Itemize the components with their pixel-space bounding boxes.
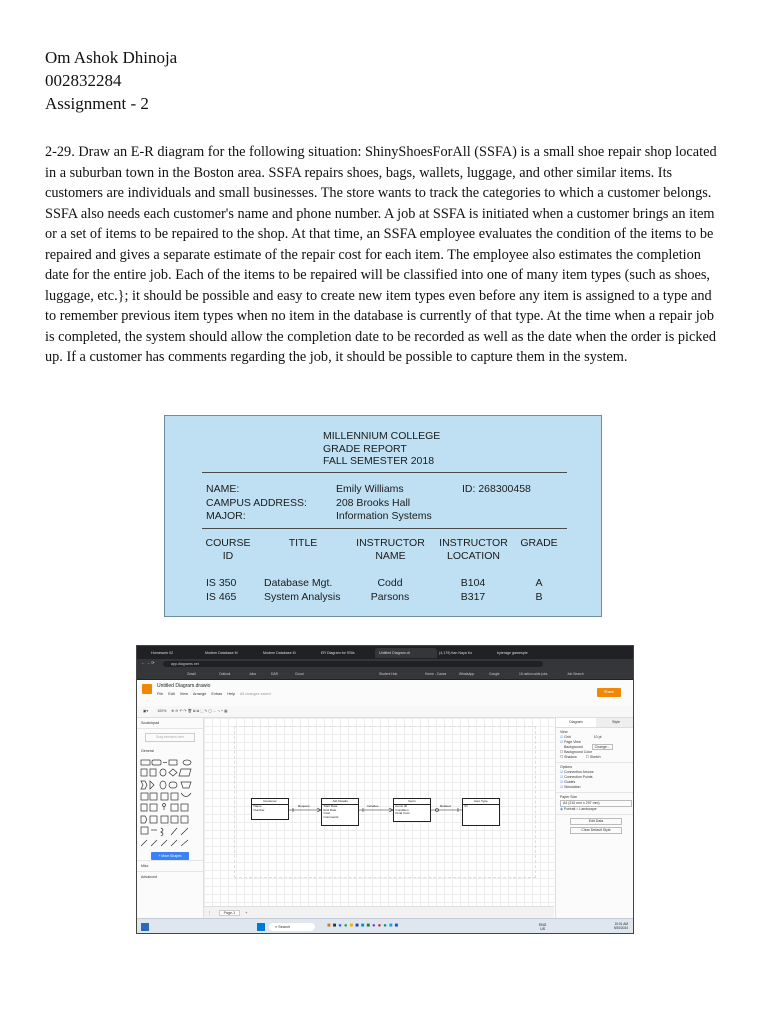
windows-taskbar (137, 918, 633, 934)
col-instructor-name (353, 537, 428, 562)
col-header: INSTRUCTOR (356, 537, 425, 549)
report-title-line: MILLENNIUM COLLEGE (323, 430, 441, 442)
view-section (556, 728, 634, 762)
options-section (556, 762, 634, 792)
bg-color-option: ☐ Background Color (560, 750, 593, 754)
checkbox-checked-icon: ☑ (560, 740, 564, 744)
relation-includes: Includes (367, 804, 379, 808)
diagram-canvas (204, 718, 554, 906)
tray-time: 10:01 AM (614, 922, 628, 926)
zoom-level: 100% (157, 709, 167, 713)
report-labels (206, 483, 307, 524)
grid-size: 10 pt (593, 735, 602, 739)
misc-section: Misc (137, 860, 203, 871)
scratchpad-dropzone: Drag elements here (145, 733, 195, 742)
save-status: All changes saved (239, 692, 271, 696)
taskbar-search-label: Search (278, 925, 291, 929)
table-cell: Codd (377, 577, 403, 589)
options-label: Options (560, 765, 573, 769)
connection-points-label: Connection Points (564, 775, 593, 779)
entity-name: Item Type (463, 799, 499, 805)
col-header: ID (222, 549, 234, 562)
browser-tab-active: Untitled Diagram.dr (375, 648, 437, 658)
widgets-icon (141, 923, 149, 931)
drawio-screenshot (136, 645, 634, 934)
relation-request: Request (298, 804, 310, 808)
entity-attr: Condition (395, 807, 409, 812)
assignment-title: Assignment - 2 (45, 94, 149, 113)
page-view-label: Page View (564, 740, 581, 744)
general-shapes-icon (139, 756, 201, 851)
bookmark: Home - Canva (425, 672, 447, 676)
paper-size-select: A4 (210 mm x 297 mm) (560, 800, 632, 807)
edit-data-button: Edit Data (570, 818, 622, 825)
bookmark: Jobs (249, 672, 256, 676)
tab-style: Style (596, 718, 634, 727)
browser-address-bar (137, 659, 633, 669)
nav-arrows-icon: ← → ⟳ (141, 660, 155, 665)
report-value: Emily Williams (336, 483, 404, 495)
paper-size-section (556, 792, 634, 814)
checkbox-checked-icon: ☑ (560, 735, 564, 739)
entity-attr: Comments (323, 814, 339, 819)
table-cell: IS 350 (206, 577, 237, 589)
col-grade (517, 537, 561, 550)
student-name: Om Ashok Dhinoja (45, 48, 178, 67)
col-instructor-location (436, 537, 511, 562)
simulation-label: Simulation (564, 785, 581, 789)
table-cell: A (535, 577, 543, 589)
drawio-logo-icon (142, 684, 152, 694)
address-field: app.diagrams.net (163, 661, 543, 667)
guides-label: Guides (564, 780, 576, 784)
menu-extras: Extras (211, 692, 223, 696)
student-header (45, 46, 177, 115)
orientation-options: ◉ Portrait ○ Landscape (560, 807, 597, 811)
portrait-label: Portrait (564, 807, 576, 811)
connection-arrows-option: ☑ Connection Arrows (560, 770, 594, 774)
tray-lang: ENG (539, 923, 547, 927)
relation-related: Related (440, 804, 451, 808)
paper-size-label: Paper Size (560, 795, 578, 799)
entity-attr: End Date (323, 807, 337, 812)
relationship-lines (204, 718, 554, 906)
report-id: ID: 268300458 (462, 483, 531, 495)
diagram-title: Untitled Diagram.drawio (157, 683, 211, 689)
col-header: COURSE (205, 537, 251, 549)
col-header: LOCATION (447, 549, 500, 562)
bookmark: Google (489, 672, 500, 676)
col-header: INSTRUCTOR (439, 537, 508, 549)
report-divider (202, 472, 567, 473)
col-course-id (203, 537, 253, 562)
table-cell: Database Mgt. (264, 577, 333, 589)
report-label: MAJOR: (206, 510, 246, 522)
table-cell: System Analysis (264, 590, 341, 603)
guides-option: ☑ Guides (560, 780, 576, 784)
bookmark: Job Search (567, 672, 584, 676)
browser-tab: (4,179) Itan Naya Ko (439, 651, 473, 655)
shapes-panel (137, 718, 204, 918)
col-header: TITLE (288, 537, 318, 549)
tray-date: 9/20/2024 (613, 926, 628, 930)
report-label: CAMPUS ADDRESS: (206, 496, 307, 509)
bookmark: Outlook (219, 672, 231, 676)
row-course-ids (206, 577, 236, 604)
connection-points-option: ☑ Connection Points (560, 775, 593, 779)
grade-report-figure (164, 415, 602, 617)
col-header: GRADE (520, 537, 558, 549)
taskbar-app-icons: ■■●●■■■■●●●■■ (327, 923, 401, 929)
col-header: NAME (375, 549, 406, 562)
shadow-sketch-options: ☐ Shadow ☐ Sketch (560, 755, 601, 759)
bookmark: 15 nation-wide jobs (519, 672, 548, 676)
table-cell: B104 (460, 577, 486, 589)
entity-name: Items (394, 799, 430, 805)
table-cell: IS 465 (206, 590, 237, 603)
col-title (278, 537, 328, 550)
bookmark: Cloud (295, 672, 304, 676)
entity-attr: Items ID (395, 804, 408, 808)
entity-attr: ID (464, 804, 468, 808)
report-value: Information Systems (336, 510, 432, 522)
sketch-label: Sketch (589, 755, 601, 759)
browser-tab: Modern Database M (205, 651, 238, 655)
entity-attr: Cost (323, 811, 330, 815)
bookmarks-bar (137, 669, 633, 680)
page-menu-icon: ⋮ (208, 911, 212, 915)
landscape-label: Landscape (579, 807, 597, 811)
drawio-menu-bar (157, 692, 275, 696)
format-tabs (556, 718, 634, 728)
entity-attr: Final Cost (395, 811, 410, 815)
connection-arrows-label: Connection Arrows (564, 770, 594, 774)
add-page-icon: + (245, 911, 248, 915)
row-titles (264, 577, 340, 604)
browser-tab: byterage gamesple (497, 651, 528, 655)
report-title (323, 430, 440, 468)
menu-help: Help (227, 692, 236, 696)
view-toggle-icon: ▣▾ (143, 709, 149, 713)
grid-label: Grid (564, 735, 571, 739)
bg-color-label: Background Color (564, 750, 593, 754)
more-shapes-button: + More Shapes (151, 852, 189, 860)
tray-language (539, 923, 546, 931)
clear-style-button: Clear Default Style (570, 827, 622, 834)
report-label: NAME: (206, 483, 240, 495)
browser-tab: ER Diagram for SSfa (321, 651, 355, 655)
report-value: 208 Brooks Hall (336, 496, 411, 509)
bookmark: WhatsApp (459, 672, 475, 676)
simulation-option: ☑ Simulation (560, 785, 581, 789)
entity-attr: Name (253, 804, 262, 808)
change-button: Change... (592, 744, 613, 750)
windows-start-icon (257, 923, 265, 931)
table-cell: B317 (460, 590, 486, 603)
background-label: Background (564, 745, 583, 749)
menu-edit: Edit (168, 692, 175, 696)
shadow-label: Shadow (564, 755, 577, 759)
drawio-header (137, 680, 633, 707)
share-button: Share (597, 688, 621, 697)
menu-arrange: Arrange (192, 692, 207, 696)
menu-file: File (157, 692, 164, 696)
page-tab: Page-1 (219, 910, 241, 916)
entity-name: Customer (252, 799, 288, 805)
drawio-toolbar (137, 706, 633, 718)
browser-tab: Modern Database M (263, 651, 296, 655)
table-cell: B (535, 590, 543, 603)
browser-tab: Homework 02 (151, 651, 174, 655)
report-title-line: FALL SEMESTER 2018 (323, 455, 435, 467)
toolbar-icons: ⊕ ⊖ ↶ ↷ 🗑 ⧉ ⧉ ⬚ ✎ ◻ → ⤳ + ▦ (171, 709, 228, 713)
general-section: General (141, 749, 154, 753)
table-cell: Parsons (370, 590, 410, 603)
student-id: 002832284 (45, 71, 122, 90)
report-title-line: GRADE REPORT (323, 442, 407, 455)
entity-name: Job Details (322, 799, 358, 805)
row-instructors (360, 577, 420, 604)
browser-tab-bar (137, 646, 633, 659)
row-locations (448, 577, 498, 604)
tray-clock (614, 922, 628, 930)
view-label: View (560, 730, 568, 734)
report-values (336, 483, 432, 524)
format-panel (555, 718, 634, 918)
tray-region: US (540, 927, 546, 931)
data-actions (556, 814, 634, 837)
taskbar-search: ⌕ Search (269, 923, 315, 931)
bookmark: Student Hub (379, 672, 398, 676)
advanced-section: Advanced (137, 871, 203, 882)
tab-diagram: Diagram (556, 718, 596, 727)
report-divider (202, 528, 567, 529)
entity-attr: Number (253, 807, 265, 812)
entity-attr: Start Date (323, 804, 338, 808)
menu-view: View (179, 692, 188, 696)
row-grades (529, 577, 549, 604)
scratchpad-section: Scratchpad (137, 718, 203, 729)
bookmark: Gmail (187, 672, 196, 676)
question-text: 2-29. Draw an E-R diagram for the following situation: ShinyShoesForAll (SSFA) is a small shoe repair shop located in a suburban town in the Boston area. SSFA repairs shoes, bags, wallets, luggage, and other similar items. Its customers are individuals and small businesses. The store wants to track the categories to which a customer belongs. SSFA also needs each customer's name and phone number. A job at SSFA is initiated when a customer brings an item or a set of items to be repaired to the shop. At that time, an SSFA employee evaluates the condition of the items to be repaired and gives a separate estimate of the repair cost for each item. The employee also estimates the completion date for the entire job. Each of the items to be repaired will be classified into one of many item types (such as shoes, luggage, etc.}; it should be possible and easy to create new item types even before any item is assigned to a type and to remember previous item types when no item in the database is currently of that type. At the time when a repair job is completed, the system should allow the completion date to be recorded as well as the date when the order is picked up. If a customer has comments regarding the job, it should be possible to capture them in the system. (45, 144, 717, 365)
bookmark: DAR (271, 672, 278, 676)
